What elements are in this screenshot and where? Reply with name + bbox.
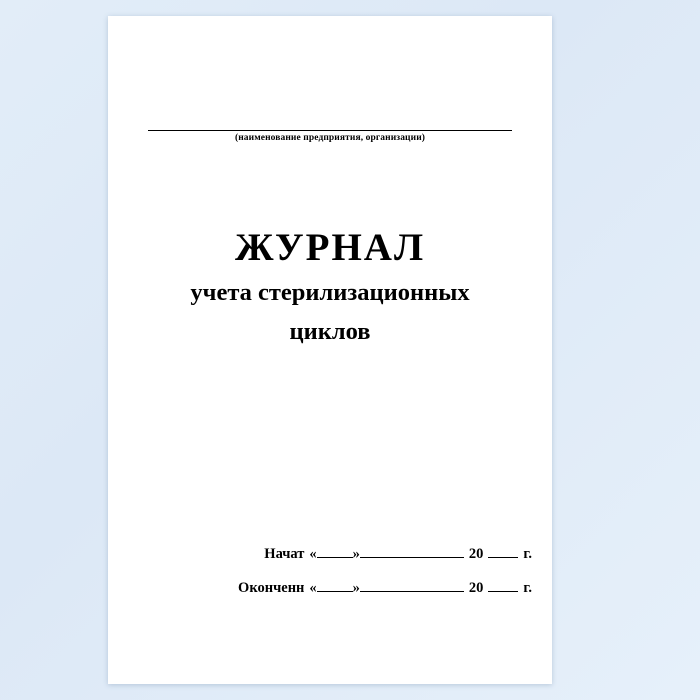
started-quote-close: » (352, 546, 360, 562)
started-label: Начат (264, 546, 305, 562)
finished-year-prefix: 20 (468, 580, 484, 596)
finished-day-blank[interactable] (317, 591, 353, 592)
organization-name-caption: (наименование предприятия, организации) (234, 133, 426, 143)
document-subtitle-line-1: учета стерилизационных (190, 278, 470, 306)
document-title: ЖУРНАЛ (234, 226, 425, 269)
title-block (138, 228, 522, 348)
finished-quote-close: » (352, 580, 360, 596)
finished-year-suffix: г. (523, 580, 532, 596)
started-year-suffix: г. (523, 546, 532, 562)
started-month-blank[interactable] (360, 557, 464, 558)
started-year-prefix: 20 (468, 546, 484, 562)
footer-dates-block (148, 546, 532, 614)
finished-date-row (148, 580, 532, 597)
started-day-blank[interactable] (317, 557, 353, 558)
document-subtitle-line-2: циклов (289, 318, 371, 346)
journal-cover-page (108, 16, 552, 684)
started-year-blank[interactable] (488, 557, 518, 558)
organization-name-rule (148, 108, 512, 131)
started-quote-open: « (309, 546, 317, 562)
finished-year-blank[interactable] (488, 591, 518, 592)
finished-quote-open: « (309, 580, 317, 596)
organization-name-field (148, 108, 512, 143)
finished-month-blank[interactable] (360, 591, 464, 592)
started-date-row (148, 546, 532, 563)
finished-label: Оконченн (238, 580, 305, 596)
